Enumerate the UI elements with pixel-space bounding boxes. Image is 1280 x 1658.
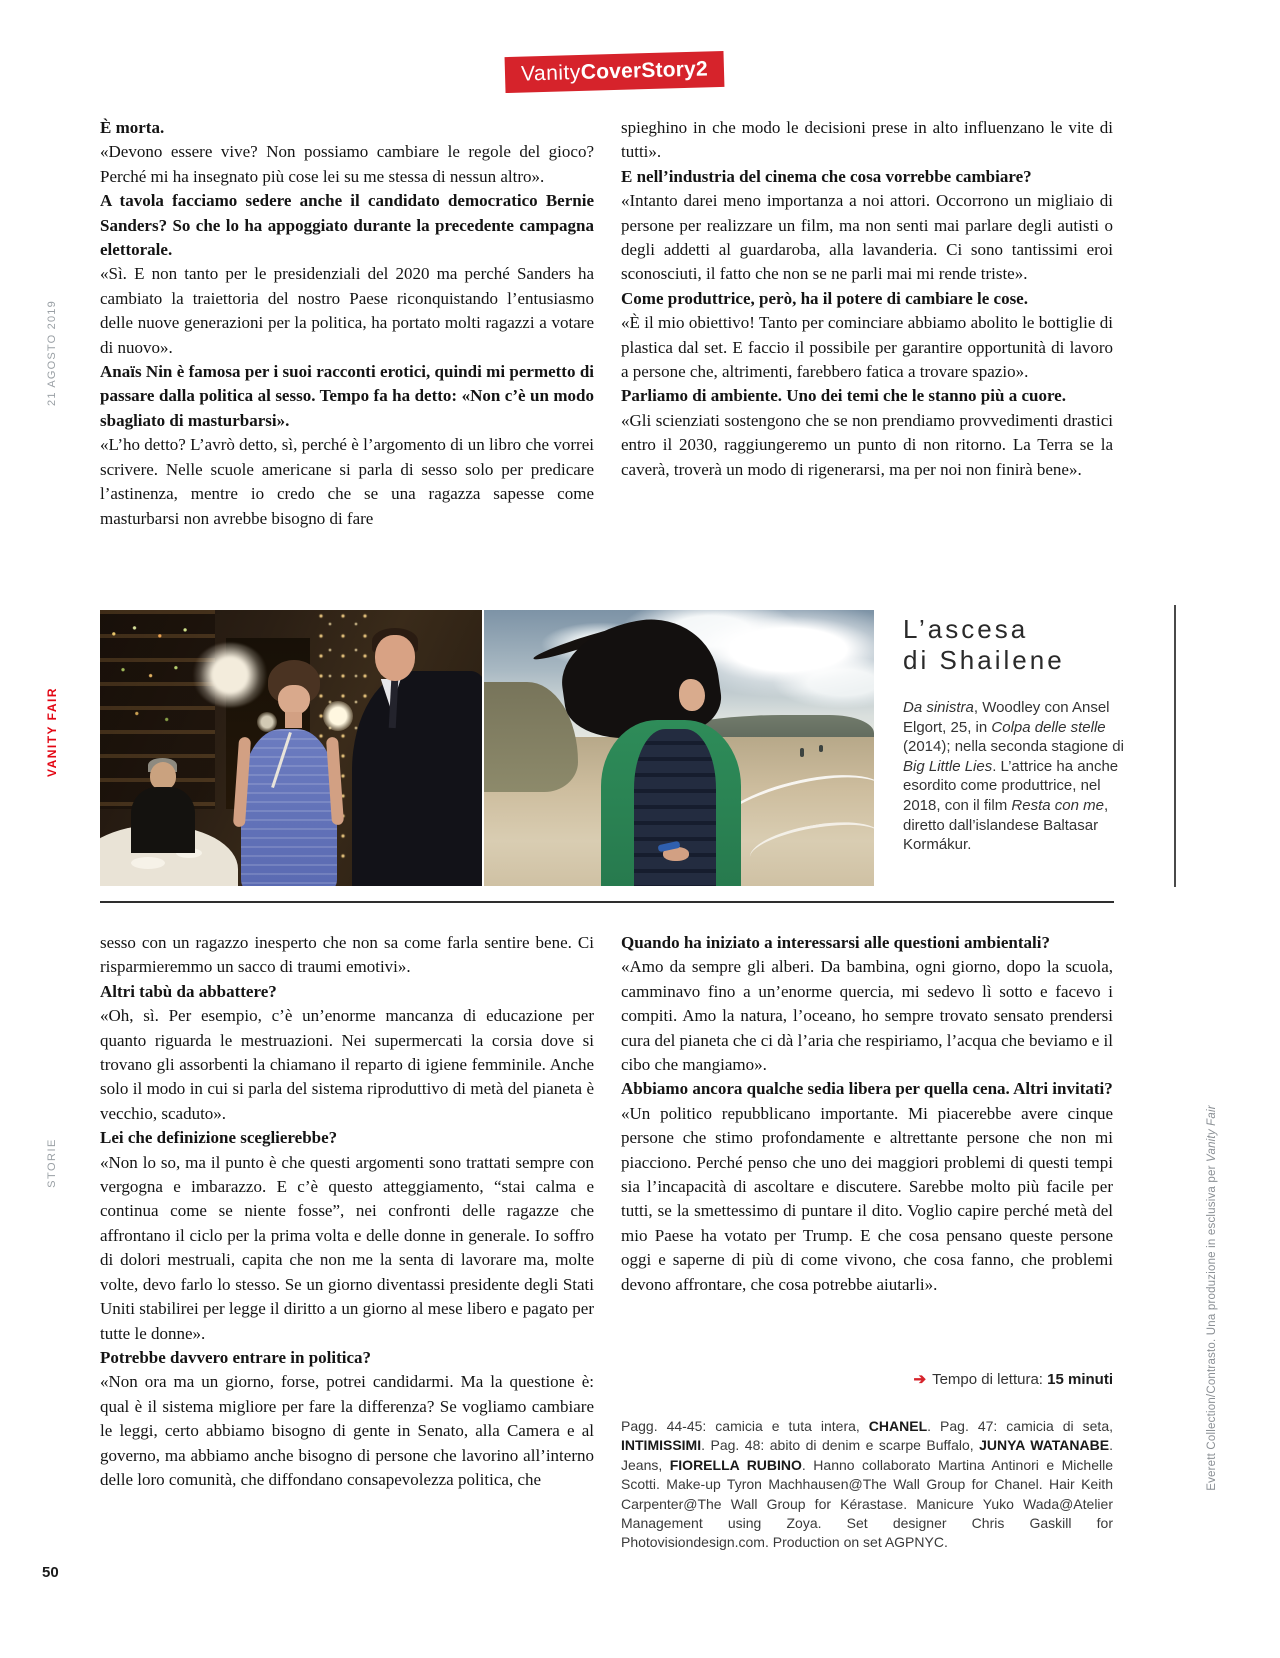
interview-question: Come produttrice, però, ha il potere di cambiare le cose. xyxy=(621,288,1028,308)
ansel-elgort-face xyxy=(375,635,415,681)
photo-credit-text: Everett Collection/Contrasto. Una produzione in esclusiva per xyxy=(1206,1161,1218,1491)
ansel-elgort-suit xyxy=(352,671,482,886)
paragraph: «Oh, sì. Per esempio, c’è un’enorme mancanza di educazione per quanto riguarda le mestruazioni. Nei supermercati la corsia dove si trovano gli assorbenti la chiamano il reparto di igiene femminile. Anche solo il modo in cui si parla del sistema riproduttivo di metà del pianeta è vecchio, scaduto». xyxy=(100,1006,594,1123)
issue-date-label: 21 AGOSTO 2019 xyxy=(46,300,58,406)
cover-story-badge xyxy=(505,51,725,93)
page-number: 50 xyxy=(42,1564,59,1581)
distant-walker xyxy=(800,748,804,757)
caption-body xyxy=(903,698,1139,855)
caption-segment: Colpa delle stelle xyxy=(991,718,1106,736)
credit-segment: . Hanno collaborato Martina Antinori e Michelle Scotti. Make-up Tyron Machhausen@The Wall Group for Chanel. Hair Keith Carpenter@The Wall Group for Kérastase. Manicure Yuko Wada@Atelier Management using Zoya. Set designer Chris Gaskill for Photovisiondesign.com. Production on set AGPNYC. xyxy=(621,1456,1113,1551)
caption-segment: Da sinistra xyxy=(903,699,974,716)
interview-question: Parliamo di ambiente. Uno dei temi che le stanno più a cuore. xyxy=(621,386,1066,406)
reading-time-label: Tempo di lettura: xyxy=(932,1371,1048,1388)
reading-time-value: 15 minuti xyxy=(1047,1371,1113,1388)
badge-text-light: Vanity xyxy=(520,60,582,86)
shailene-face xyxy=(278,685,310,715)
interview-question: Altri tabù da abbattere? xyxy=(100,981,277,1001)
caption-title-line1: L’ascesa xyxy=(903,614,1029,644)
credit-brand: JUNYA WATANABE xyxy=(979,1437,1110,1454)
interview-question: Lei che definizione sceglierebbe? xyxy=(100,1128,338,1148)
credit-brand: FIORELLA RUBINO xyxy=(669,1456,802,1473)
article-column-bottom-left xyxy=(100,931,594,1492)
credit-segment: Pagg. 44-45: camicia e tuta intera, xyxy=(621,1418,869,1434)
reading-time xyxy=(621,1370,1113,1388)
paragraph: «Gli scienziati sostengono che se non prendiamo provvedimenti drastici entro il 2030, raggiungeremo un punto di non ritorno. La Terra se la caverà, troverà un modo di rigenerarsi, ma per noi non finirà bene». xyxy=(621,410,1113,479)
badge-text-bold: CoverStory2 xyxy=(580,57,709,84)
shailene-blue-dress xyxy=(241,729,337,886)
brand-label: VANITY FAIR xyxy=(45,686,59,778)
credit-segment: . Jeans, xyxy=(621,1437,1113,1473)
paragraph: «È il mio obiettivo! Tanto per cominciare abbiamo abolito le bottiglie di plastica dal set. E faccio il possibile per garantire opportunità di lavoro a persone che, altrimenti, farebbero fatica a trovare spazio». xyxy=(621,313,1113,382)
paragraph: «L’ho detto? L’avrò detto, sì, perché è l’argomento di un libro che vorrei scrivere. Nelle scuole americane si parla di sesso solo per predicare l’astinenza, mentre io credo che se una ragazza sapesse come masturbarsi non avrebbe bisogno di fare xyxy=(100,435,594,528)
interview-question: Quando ha iniziato a interessarsi alle questioni ambientali? xyxy=(621,933,1050,952)
interview-question: Anaïs Nin è famosa per i suoi racconti erotici, quindi mi permetto di passare dalla politica al sesso. Tempo fa ha detto: «Non c’è un modo sbagliato di masturbarsi». xyxy=(100,362,594,430)
caption-segment: (2014); nella seconda stagione di xyxy=(903,738,1124,756)
paragraph: «Intanto darei meno importanza a noi attori. Occorrono un migliaio di persone per realizzare un film, ma non senti mai parlare degli autisti o degli addetti al guardaroba, alla lavanderia. Ci sono tantissimi eroi sconosciuti, il fatto che non se ne parli mai mi rende triste». xyxy=(621,191,1113,284)
paragraph: sesso con un ragazzo inesperto che non sa come farla sentire bene. Ci risparmieremmo un sacco di traumi emotivi». xyxy=(100,933,594,977)
article-column-top-left xyxy=(100,116,594,531)
article-column-top-right xyxy=(621,116,1113,482)
flower-bouquet xyxy=(192,643,268,707)
fashion-credits xyxy=(621,1417,1113,1553)
interview-question: Potrebbe davvero entrare in politica? xyxy=(100,1347,372,1367)
seated-man-suit xyxy=(131,787,196,853)
navy-puffer-vest xyxy=(634,729,716,886)
caption-title-line2: di Shailene xyxy=(903,645,1065,675)
caption-segment: . L’attrice ha anche esordito come produttrice, nel 2018, con il film xyxy=(903,757,1119,814)
shailene-neck xyxy=(285,712,302,728)
paragraph: È morta. xyxy=(100,118,165,137)
photo-credit-label xyxy=(1206,1068,1218,1528)
caption-title xyxy=(903,614,1139,676)
photo-caption xyxy=(903,614,1139,855)
caption-segment: Resta con me xyxy=(1011,796,1104,814)
article-column-bottom-right xyxy=(621,931,1113,1297)
caption-segment: , Woodley con Ansel Elgort, 25, in xyxy=(903,699,1110,736)
paragraph: spieghino in che modo le decisioni prese in alto influenzano le vite di tutti». xyxy=(621,118,1113,162)
paragraph: «Un politico repubblicano importante. Mi piacerebbe avere cinque persone che stimo profondamente e altrettante persone che non mi piacciono. Perché penso che uno dei maggiori problemi di questi tempi sia l’incapacità di ascoltare e discutere. Sarebbe molto più facile per tutti, se la smettessimo di puntare il dito. Voglio capire perché metà del mio Paese ha votato per Trump. E che cosa pensano queste persone oggi e saperne di più di come vivono, che cosa fanno, che problemi devono affrontare, che cosa potrebbe aiutarli». xyxy=(621,1103,1113,1294)
paragraph: «Non lo so, ma il punto è che questi argomenti sono trattati sempre con vergogna e imbarazzo. E c’è questo atteggiamento, “stai calma e continua come se niente fosse”, nei confronti delle ragazze che affrontano il ciclo per la prima volta e delle donne in generale. Io soffro di dolori mestruali, capita che non me la senta di lavorare ma, molte volte, devo farlo lo stesso. Se un giorno diventassi presidente degli Stati Uniti stabilirei per legge il diritto a un giorno al mese libero e pagato per tutte le donne». xyxy=(100,1152,594,1343)
photo-credit-italic: Vanity Fair xyxy=(1206,1105,1218,1162)
credit-brand: CHANEL xyxy=(868,1418,928,1434)
paragraph: «Non ora ma un giorno, forse, potrei candidarmi. Ma la questione è: qual è il sistema migliore per fare la differenza? Se vogliamo cambiare le leggi, certo abbiamo bisogno di gente in Senato, alla Camera e al governo, ma abbiamo anche bisogno di persone che lavorino all’interno delle loro comunità, che diffondano consapevolezza politica, che xyxy=(100,1372,594,1489)
section-label: STORIE xyxy=(46,1138,58,1188)
interview-question: E nell’industria del cinema che cosa vorrebbe cambiare? xyxy=(621,166,1032,186)
paragraph: «Sì. E non tanto per le presidenziali del 2020 ma perché Sanders ha cambiato la traiettoria del nostro Paese riconquistando l’entusiasmo delle nuove generazioni per la politica, ha portato molti ragazzi a votare di nuovo». xyxy=(100,264,594,357)
section-divider-rule xyxy=(100,901,1114,903)
photo-fault-in-our-stars xyxy=(100,610,482,886)
interview-question: A tavola facciamo sedere anche il candidato democratico Bernie Sanders? So che lo ha appoggiato durante la precedente campagna elettorale. xyxy=(100,191,594,260)
paragraph: «Amo da sempre gli alberi. Da bambina, ogni giorno, dopo la scuola, camminavo fino a un’enorme quercia, mi sedevo lì sotto e facevo i compiti. Amo la natura, l’oceano, ho sempre trovato sensato prendersi cura del pianeta che ci dà l’aria che respiriamo, l’acqua che beviamo e il cibo che mangiamo». xyxy=(621,957,1113,1075)
credit-segment: . Pag. 47: camicia di seta, xyxy=(927,1418,1113,1434)
caption-segment: Big Little Lies xyxy=(903,757,993,775)
seated-man-face xyxy=(150,762,176,790)
interview-question: Abbiamo ancora qualche sedia libera per quella cena. Altri invitati? xyxy=(621,1079,1113,1099)
paragraph: «Devono essere vive? Non possiamo cambiare le regole del gioco? Perché mi ha insegnato più cose lei su me stessa di nessun altro». xyxy=(100,142,594,186)
credit-segment: . Pag. 48: abito di denim e scarpe Buffalo, xyxy=(701,1437,980,1454)
photo-big-little-lies-beach xyxy=(484,610,874,886)
caption-segment: , diretto dall’islandese Baltasar Kormákur. xyxy=(903,796,1109,854)
arrow-icon: ➔ xyxy=(913,1371,927,1388)
shailene-face xyxy=(679,679,705,711)
caption-divider-line xyxy=(1174,605,1176,887)
credit-brand: INTIMISSIMI xyxy=(621,1437,702,1454)
